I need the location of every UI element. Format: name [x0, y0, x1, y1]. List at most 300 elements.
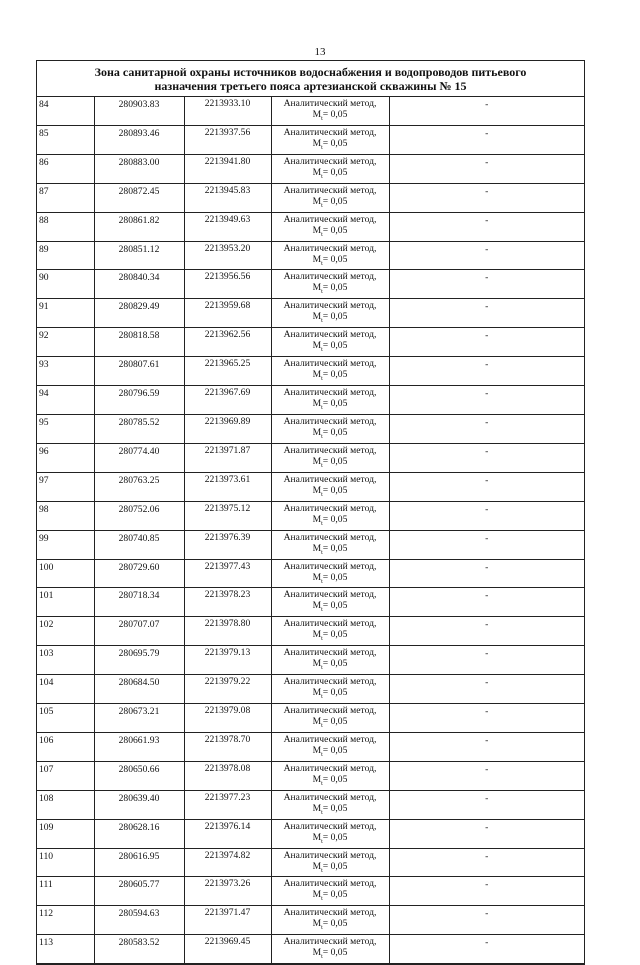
- description-cell: -: [389, 125, 584, 154]
- accuracy-number: = 0,05: [322, 773, 348, 785]
- coordinate-x: 280785.52: [94, 414, 184, 443]
- accuracy-subscript: t: [321, 665, 323, 672]
- accuracy-symbol: M: [312, 716, 322, 728]
- point-number: 92: [37, 328, 94, 357]
- accuracy-symbol: M: [312, 918, 322, 930]
- table-row: [37, 183, 584, 212]
- point-number: 100: [37, 559, 94, 588]
- accuracy-number: = 0,05: [322, 455, 348, 467]
- coordinate-x: 280893.46: [94, 125, 184, 154]
- accuracy-subscript: t: [321, 491, 323, 498]
- method-label: Аналитический метод,: [283, 444, 377, 456]
- accuracy-value: [272, 716, 389, 732]
- method-label: Аналитический метод,: [283, 213, 377, 225]
- table-row: [37, 386, 584, 415]
- accuracy-number: = 0,05: [322, 629, 348, 641]
- accuracy-symbol: M: [312, 369, 322, 381]
- method-label: Аналитический метод,: [283, 358, 377, 370]
- coordinate-y: 2213969.89: [184, 414, 271, 443]
- description-cell: -: [389, 617, 584, 646]
- description-cell: -: [389, 559, 584, 588]
- point-number: 93: [37, 357, 94, 386]
- accuracy-number: = 0,05: [322, 831, 348, 843]
- accuracy-symbol: M: [312, 802, 322, 814]
- coordinate-y: 2213978.70: [184, 732, 271, 761]
- method-label: Аналитический метод,: [283, 560, 377, 572]
- accuracy-number: = 0,05: [322, 426, 348, 438]
- accuracy-symbol: M: [312, 455, 322, 467]
- method-cell: [271, 443, 389, 472]
- description-cell: -: [389, 386, 584, 415]
- method-cell: [271, 472, 389, 501]
- description-cell: -: [389, 761, 584, 790]
- coordinate-y: 2213956.56: [184, 270, 271, 299]
- table-row: [37, 790, 584, 819]
- accuracy-value: [272, 485, 389, 501]
- accuracy-symbol: M: [312, 687, 322, 699]
- table-row: [37, 472, 584, 501]
- accuracy-symbol: M: [312, 166, 322, 178]
- description-cell: -: [389, 357, 584, 386]
- accuracy-number: = 0,05: [322, 542, 348, 554]
- accuracy-symbol: M: [312, 398, 322, 410]
- method-label: Аналитический метод,: [283, 676, 377, 688]
- accuracy-symbol: M: [312, 542, 322, 554]
- table-row: [37, 241, 584, 270]
- accuracy-number: = 0,05: [322, 109, 348, 120]
- coordinate-y: 2213959.68: [184, 299, 271, 328]
- coordinate-x: 280639.40: [94, 790, 184, 819]
- table-row: [37, 125, 584, 154]
- accuracy-number: = 0,05: [322, 947, 348, 959]
- description-cell: -: [389, 241, 584, 270]
- table-row: [37, 704, 584, 733]
- table-row: [37, 617, 584, 646]
- accuracy-value: [272, 658, 389, 674]
- description-cell: -: [389, 588, 584, 617]
- coordinate-x: 280752.06: [94, 501, 184, 530]
- method-label: Аналитический метод,: [283, 387, 377, 399]
- method-label: Аналитический метод,: [283, 300, 377, 312]
- method-label: Аналитический метод,: [283, 647, 377, 659]
- accuracy-number: = 0,05: [322, 571, 348, 583]
- accuracy-number: = 0,05: [322, 311, 348, 323]
- method-label: Аналитический метод,: [283, 762, 377, 774]
- point-number: 108: [37, 790, 94, 819]
- coordinate-x: 280718.34: [94, 588, 184, 617]
- method-cell: [271, 270, 389, 299]
- accuracy-subscript: t: [321, 347, 323, 354]
- method-cell: [271, 704, 389, 733]
- coordinate-y: 2213978.23: [184, 588, 271, 617]
- accuracy-number: = 0,05: [322, 513, 348, 525]
- point-number: 99: [37, 530, 94, 559]
- accuracy-subscript: t: [321, 867, 323, 874]
- table-row: [37, 357, 584, 386]
- method-cell: [271, 559, 389, 588]
- description-cell: -: [389, 675, 584, 704]
- table-row: [37, 848, 584, 877]
- method-cell: [271, 183, 389, 212]
- method-cell: [271, 212, 389, 241]
- coordinate-y: 2213979.22: [184, 675, 271, 704]
- description-cell: -: [389, 501, 584, 530]
- coordinate-y: 2213967.69: [184, 386, 271, 415]
- accuracy-subscript: t: [321, 289, 323, 296]
- method-cell: [271, 588, 389, 617]
- coordinate-x: 280872.45: [94, 183, 184, 212]
- table-row: [37, 414, 584, 443]
- method-label: Аналитический метод,: [283, 791, 377, 803]
- coordinate-x: 280861.82: [94, 212, 184, 241]
- accuracy-number: = 0,05: [322, 369, 348, 381]
- coordinate-x: 280829.49: [94, 299, 184, 328]
- method-label: Аналитический метод,: [283, 126, 377, 138]
- accuracy-value: [272, 803, 389, 819]
- method-cell: [271, 646, 389, 675]
- accuracy-number: = 0,05: [322, 802, 348, 814]
- coordinate-x: 280851.12: [94, 241, 184, 270]
- accuracy-symbol: M: [312, 109, 322, 120]
- coordinates-table: [37, 97, 584, 964]
- coordinate-y: 2213974.82: [184, 848, 271, 877]
- description-cell: -: [389, 299, 584, 328]
- point-number: 86: [37, 154, 94, 183]
- accuracy-subscript: t: [321, 751, 323, 758]
- coordinate-y: 2213971.87: [184, 443, 271, 472]
- point-number: 97: [37, 472, 94, 501]
- accuracy-symbol: M: [312, 831, 322, 843]
- method-cell: [271, 530, 389, 559]
- accuracy-subscript: t: [321, 318, 323, 325]
- coordinate-x: 280740.85: [94, 530, 184, 559]
- point-number: 88: [37, 212, 94, 241]
- point-number: 104: [37, 675, 94, 704]
- accuracy-value: [272, 889, 389, 905]
- accuracy-value: [272, 138, 389, 154]
- accuracy-subscript: t: [321, 722, 323, 729]
- accuracy-value: [272, 774, 389, 790]
- point-number: 89: [37, 241, 94, 270]
- coordinate-x: 280840.34: [94, 270, 184, 299]
- accuracy-number: = 0,05: [322, 398, 348, 410]
- accuracy-subscript: t: [321, 520, 323, 527]
- coordinate-y: 2213977.23: [184, 790, 271, 819]
- accuracy-value: [272, 225, 389, 241]
- accuracy-value: [272, 918, 389, 934]
- accuracy-symbol: M: [312, 484, 322, 496]
- method-cell: [271, 617, 389, 646]
- accuracy-symbol: M: [312, 340, 322, 352]
- description-cell: -: [389, 154, 584, 183]
- accuracy-number: = 0,05: [322, 224, 348, 236]
- table-row: [37, 588, 584, 617]
- accuracy-symbol: M: [312, 658, 322, 670]
- point-number: 112: [37, 906, 94, 935]
- accuracy-symbol: M: [312, 889, 322, 901]
- accuracy-subscript: t: [321, 173, 323, 180]
- table-title: [37, 61, 584, 97]
- accuracy-value: [272, 629, 389, 645]
- method-cell: [271, 386, 389, 415]
- point-number: 110: [37, 848, 94, 877]
- method-label: Аналитический метод,: [283, 820, 377, 832]
- description-cell: -: [389, 704, 584, 733]
- coordinate-y: 2213978.80: [184, 617, 271, 646]
- description-cell: -: [389, 270, 584, 299]
- point-number: 107: [37, 761, 94, 790]
- method-label: Аналитический метод,: [283, 618, 377, 630]
- table-row: [37, 443, 584, 472]
- accuracy-number: = 0,05: [322, 282, 348, 294]
- method-cell: [271, 328, 389, 357]
- accuracy-symbol: M: [312, 600, 322, 612]
- coordinate-x: 280807.61: [94, 357, 184, 386]
- coordinate-y: 2213969.45: [184, 935, 271, 964]
- accuracy-subscript: t: [321, 202, 323, 209]
- accuracy-subscript: t: [321, 694, 323, 701]
- accuracy-value: [272, 543, 389, 559]
- coordinate-y: 2213971.47: [184, 906, 271, 935]
- accuracy-symbol: M: [312, 311, 322, 323]
- table-row: [37, 328, 584, 357]
- coordinate-x: 280594.63: [94, 906, 184, 935]
- description-cell: -: [389, 183, 584, 212]
- accuracy-number: = 0,05: [322, 253, 348, 265]
- method-label: Аналитический метод,: [283, 733, 377, 745]
- description-cell: -: [389, 848, 584, 877]
- point-number: 85: [37, 125, 94, 154]
- accuracy-number: = 0,05: [322, 195, 348, 207]
- accuracy-subscript: t: [321, 404, 323, 411]
- point-number: 103: [37, 646, 94, 675]
- point-number: 84: [37, 97, 94, 125]
- point-number: 87: [37, 183, 94, 212]
- accuracy-value: [272, 572, 389, 588]
- description-cell: -: [389, 935, 584, 964]
- coordinate-x: 280883.00: [94, 154, 184, 183]
- coordinate-y: 2213973.61: [184, 472, 271, 501]
- table-row: [37, 501, 584, 530]
- accuracy-symbol: M: [312, 253, 322, 265]
- table-row: [37, 906, 584, 935]
- coordinate-x: 280661.93: [94, 732, 184, 761]
- accuracy-value: [272, 282, 389, 298]
- coordinate-y: 2213977.43: [184, 559, 271, 588]
- description-cell: -: [389, 819, 584, 848]
- point-number: 98: [37, 501, 94, 530]
- table-row: [37, 675, 584, 704]
- method-cell: [271, 125, 389, 154]
- method-label: Аналитический метод,: [283, 936, 377, 948]
- method-label: Аналитический метод,: [283, 589, 377, 601]
- accuracy-symbol: M: [312, 426, 322, 438]
- accuracy-symbol: M: [312, 195, 322, 207]
- coordinate-x: 280707.07: [94, 617, 184, 646]
- coordinate-y: 2213945.83: [184, 183, 271, 212]
- coordinate-x: 280796.59: [94, 386, 184, 415]
- method-label: Аналитический метод,: [283, 849, 377, 861]
- method-cell: [271, 790, 389, 819]
- description-cell: -: [389, 97, 584, 125]
- table-row: [37, 646, 584, 675]
- accuracy-number: = 0,05: [322, 860, 348, 872]
- accuracy-subscript: t: [321, 231, 323, 238]
- description-cell: -: [389, 877, 584, 906]
- method-cell: [271, 675, 389, 704]
- accuracy-subscript: t: [321, 780, 323, 787]
- table-row: [37, 732, 584, 761]
- method-label: Аналитический метод,: [283, 271, 377, 283]
- coordinate-y: 2213978.08: [184, 761, 271, 790]
- description-cell: -: [389, 646, 584, 675]
- accuracy-symbol: M: [312, 571, 322, 583]
- point-number: 113: [37, 935, 94, 964]
- method-cell: [271, 877, 389, 906]
- method-cell: [271, 848, 389, 877]
- table-row: [37, 877, 584, 906]
- accuracy-number: = 0,05: [322, 744, 348, 756]
- accuracy-subscript: t: [321, 144, 323, 151]
- method-label: Аналитический метод,: [283, 531, 377, 543]
- title-line-1: Зона санитарной охраны источников водоснабжения и водопроводов питьевого: [94, 64, 527, 79]
- description-cell: -: [389, 443, 584, 472]
- accuracy-value: [272, 311, 389, 327]
- accuracy-symbol: M: [312, 513, 322, 525]
- accuracy-value: [272, 369, 389, 385]
- coordinate-x: 280774.40: [94, 443, 184, 472]
- point-number: 102: [37, 617, 94, 646]
- accuracy-value: [272, 861, 389, 877]
- method-cell: [271, 414, 389, 443]
- accuracy-symbol: M: [312, 860, 322, 872]
- coordinate-x: 280903.83: [94, 97, 184, 125]
- method-cell: [271, 906, 389, 935]
- method-cell: [271, 241, 389, 270]
- coordinate-y: 2213953.20: [184, 241, 271, 270]
- description-cell: -: [389, 414, 584, 443]
- accuracy-subscript: t: [321, 462, 323, 469]
- accuracy-number: = 0,05: [322, 166, 348, 178]
- accuracy-value: [272, 687, 389, 703]
- coordinate-y: 2213949.63: [184, 212, 271, 241]
- accuracy-symbol: M: [312, 629, 322, 641]
- table-row: [37, 530, 584, 559]
- table-row: [37, 154, 584, 183]
- description-cell: -: [389, 732, 584, 761]
- description-cell: -: [389, 472, 584, 501]
- method-label: Аналитический метод,: [283, 502, 377, 514]
- coordinate-x: 280684.50: [94, 675, 184, 704]
- accuracy-subscript: t: [321, 578, 323, 585]
- coordinate-y: 2213973.26: [184, 877, 271, 906]
- accuracy-number: = 0,05: [322, 716, 348, 728]
- coordinate-y: 2213976.39: [184, 530, 271, 559]
- accuracy-number: = 0,05: [322, 889, 348, 901]
- coordinate-x: 280818.58: [94, 328, 184, 357]
- accuracy-number: = 0,05: [322, 600, 348, 612]
- method-label: Аналитический метод,: [283, 184, 377, 196]
- accuracy-value: [272, 456, 389, 472]
- accuracy-subscript: t: [321, 260, 323, 267]
- method-cell: [271, 299, 389, 328]
- method-cell: [271, 935, 389, 964]
- point-number: 106: [37, 732, 94, 761]
- accuracy-value: [272, 427, 389, 443]
- table-row: [37, 761, 584, 790]
- accuracy-number: = 0,05: [322, 484, 348, 496]
- accuracy-value: [272, 167, 389, 183]
- method-cell: [271, 819, 389, 848]
- accuracy-number: = 0,05: [322, 340, 348, 352]
- method-label: Аналитический метод,: [283, 415, 377, 427]
- accuracy-value: [272, 109, 389, 125]
- description-cell: -: [389, 530, 584, 559]
- method-cell: [271, 154, 389, 183]
- method-cell: [271, 97, 389, 125]
- coordinate-x: 280616.95: [94, 848, 184, 877]
- table-row: [37, 935, 584, 964]
- coordinate-x: 280605.77: [94, 877, 184, 906]
- title-line-2: назначения третьего пояса артезианской скважины № 15: [154, 78, 467, 93]
- accuracy-value: [272, 398, 389, 414]
- accuracy-subscript: t: [321, 376, 323, 383]
- accuracy-subscript: t: [321, 636, 323, 643]
- method-cell: [271, 501, 389, 530]
- accuracy-number: = 0,05: [322, 687, 348, 699]
- coordinate-y: 2213937.56: [184, 125, 271, 154]
- accuracy-value: [272, 745, 389, 761]
- point-number: 94: [37, 386, 94, 415]
- coordinate-y: 2213965.25: [184, 357, 271, 386]
- table-row: [37, 299, 584, 328]
- point-number: 105: [37, 704, 94, 733]
- accuracy-symbol: M: [312, 282, 322, 294]
- page-number: 13: [314, 46, 326, 58]
- point-number: 111: [37, 877, 94, 906]
- coordinate-y: 2213941.80: [184, 154, 271, 183]
- accuracy-value: [272, 600, 389, 616]
- coordinate-x: 280729.60: [94, 559, 184, 588]
- method-label: Аналитический метод,: [283, 705, 377, 717]
- accuracy-subscript: t: [321, 925, 323, 932]
- accuracy-number: = 0,05: [322, 658, 348, 670]
- accuracy-subscript: t: [321, 115, 323, 122]
- table-row: [37, 212, 584, 241]
- accuracy-subscript: t: [321, 838, 323, 845]
- method-label: Аналитический метод,: [283, 878, 377, 890]
- method-cell: [271, 357, 389, 386]
- coordinate-y: 2213979.13: [184, 646, 271, 675]
- accuracy-subscript: t: [321, 896, 323, 903]
- accuracy-value: [272, 196, 389, 212]
- accuracy-value: [272, 340, 389, 356]
- method-label: Аналитический метод,: [283, 473, 377, 485]
- method-label: Аналитический метод,: [283, 98, 377, 109]
- accuracy-subscript: t: [321, 809, 323, 816]
- description-cell: -: [389, 328, 584, 357]
- method-cell: [271, 732, 389, 761]
- coordinate-y: 2213976.14: [184, 819, 271, 848]
- description-cell: -: [389, 790, 584, 819]
- accuracy-symbol: M: [312, 137, 322, 149]
- coordinate-x: 280650.66: [94, 761, 184, 790]
- accuracy-symbol: M: [312, 773, 322, 785]
- method-label: Аналитический метод,: [283, 242, 377, 254]
- point-number: 96: [37, 443, 94, 472]
- accuracy-number: = 0,05: [322, 918, 348, 930]
- accuracy-value: [272, 832, 389, 848]
